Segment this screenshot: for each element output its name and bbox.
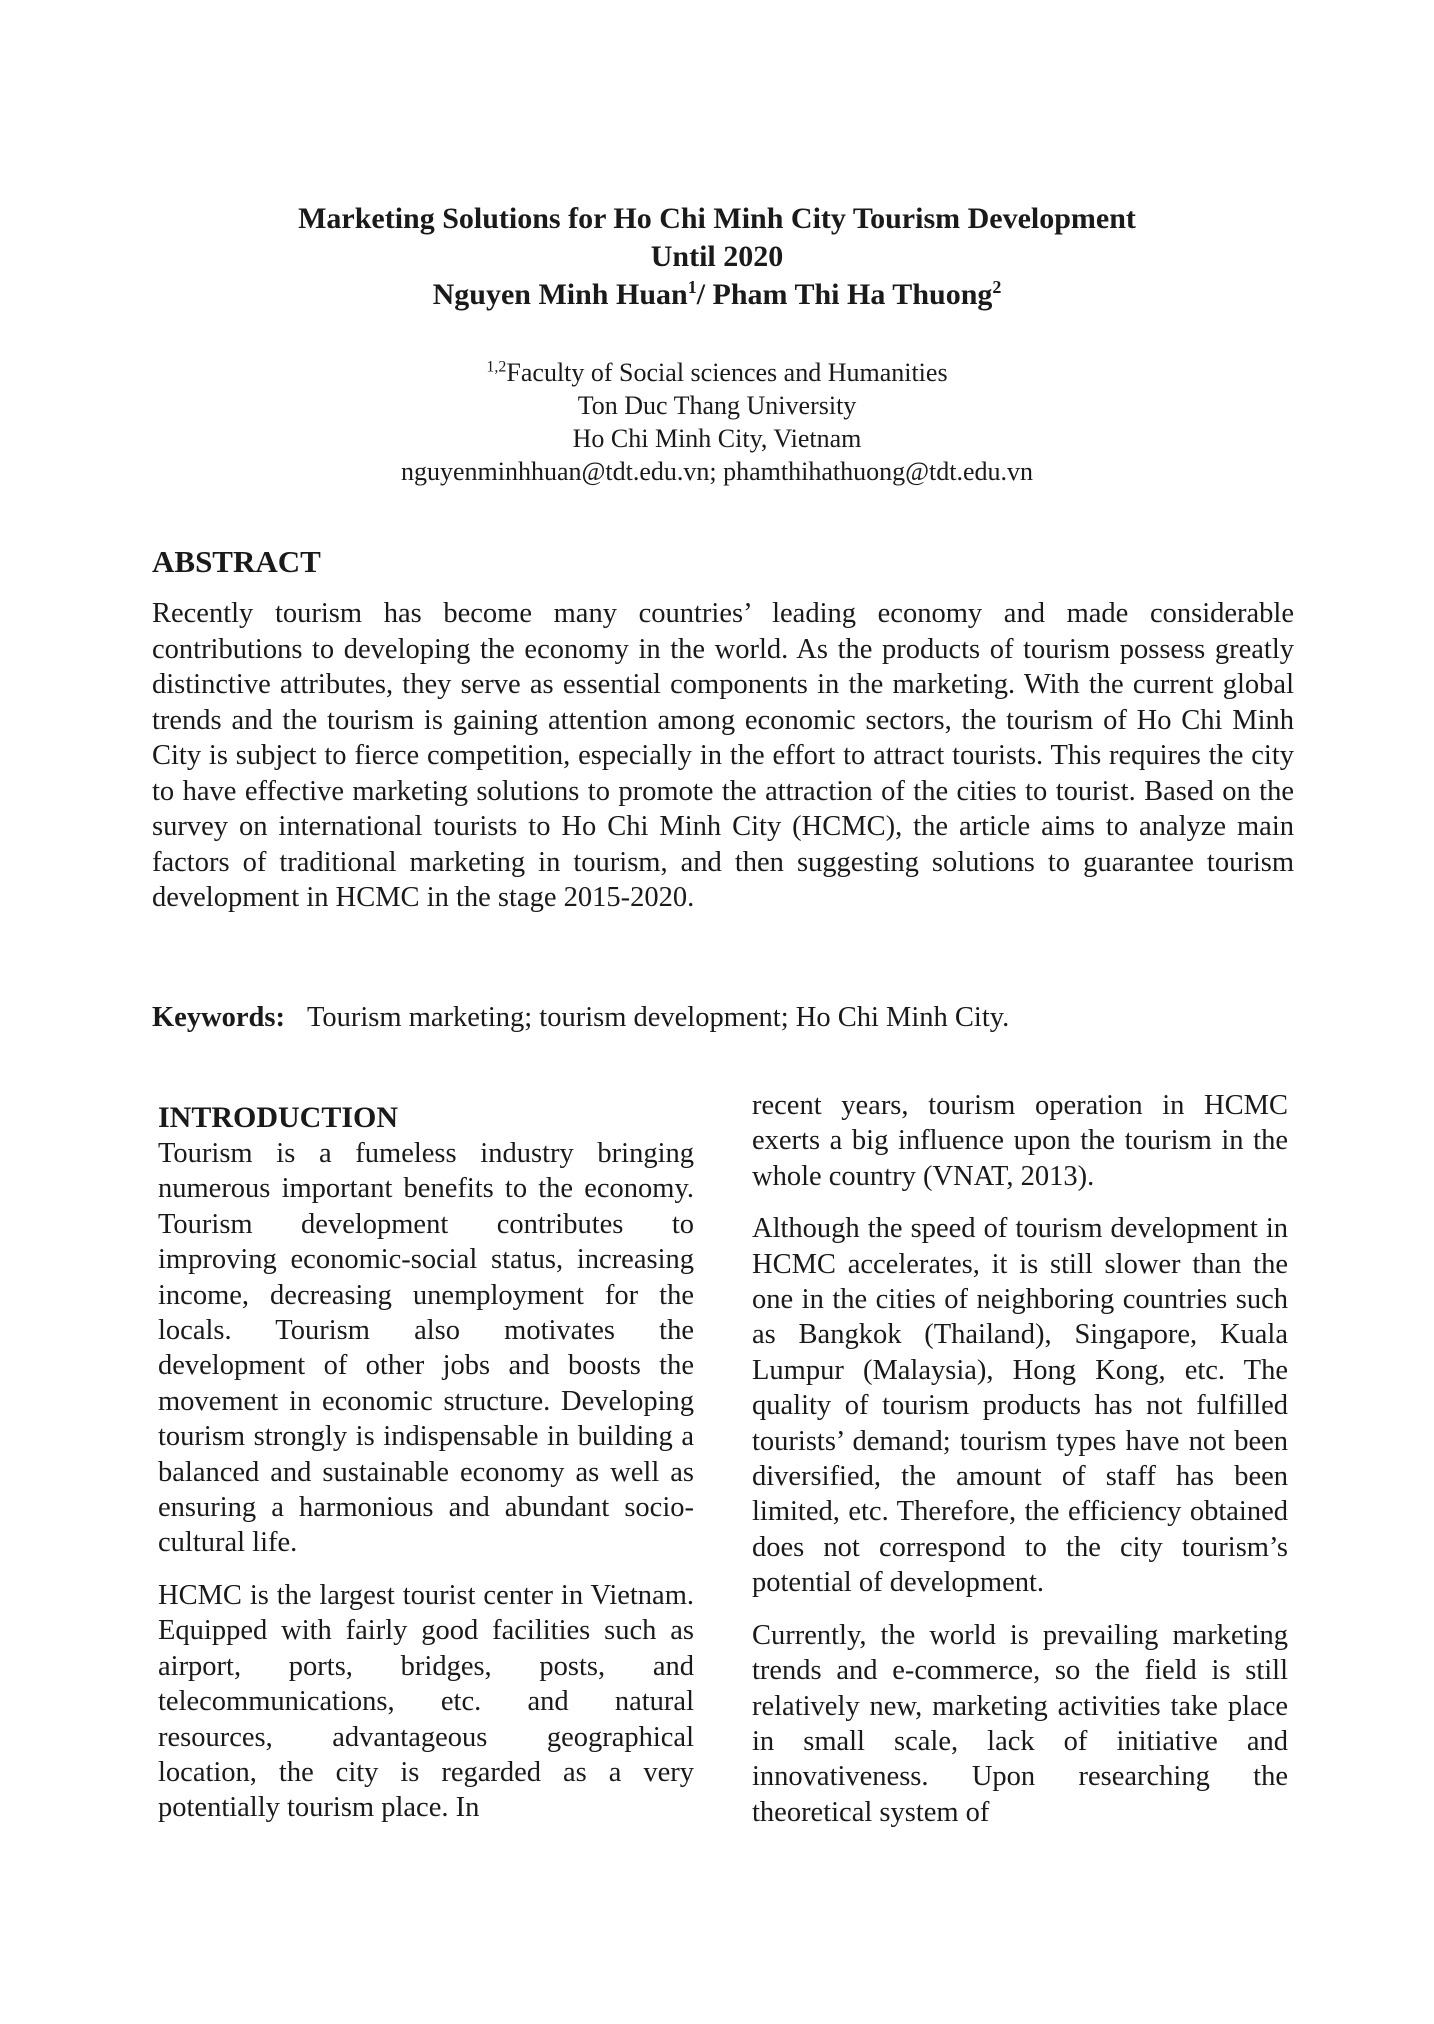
intro-left-paragraph-2: HCMC is the largest tourist center in Vietnam. Equipped with fairly good facilities such as airport, ports, bridges, posts, and telecommunications, etc. and natural resources, advantageous geographical location, the city is regarded as a very potentially tourism place. In [158, 1579, 694, 1824]
author-line [150, 276, 1284, 314]
affiliation-emails: nguyenminhhuan@tdt.edu.vn; phamthihathuong@tdt.edu.vn [400, 457, 1034, 486]
intro-right-paragraph-2: Although the speed of tourism development in HCMC accelerates, it is still slower than the one in the cities of neighboring countries such as Bangkok (Thailand), Singapore, Kuala Lumpur (Malaysia), Hong Kong, etc. The quality of tourism products has not fulfilled tourists’ demand; tourism types have not been diversified, the amount of staff has been limited, etc. Therefore, the efficiency obtained does not correspond to the city tourism’s potential of development. [752, 1213, 1288, 1599]
affiliation-sup: 1,2 [486, 358, 507, 376]
keywords-line [152, 1000, 1009, 1036]
intro-left-paragraph-1: Tourism is a fumeless industry bringing numerous important benefits to the economy. Tourism development contributes to improving economic-social status, increasing income, decreasing unemployment for the locals. Tourism also motivates the development of other jobs and boosts the movement in economic structure. Developing tourism strongly is indispensable in building a balanced and sustainable economy as well as ensuring a harmonious and abundant socio-cultural life. [158, 1138, 694, 1559]
paper-title-line-1: Marketing Solutions for Ho Chi Minh City Tourism Development [298, 202, 1136, 235]
abstract-heading: ABSTRACT [152, 544, 321, 579]
author-separator: / [696, 278, 713, 311]
paper-title-line-2: Until 2020 [650, 240, 784, 273]
right-column [752, 1088, 1288, 1847]
keywords-text: Tourism marketing; tourism development; Ho Chi Minh City. [306, 1002, 1010, 1033]
author-1: Nguyen Minh Huan [432, 278, 688, 311]
author-2: Pham Thi Ha Thuong [712, 278, 993, 311]
abstract-text: Recently tourism has become many countries’ leading economy and made considerable contributions to developing the economy in the world. As the products of tourism possess greatly distinctive attributes, they serve as essential components in the marketing. With the current global trends and the tourism is gaining attention among economic sectors, the tourism of Ho Chi Minh City is subject to fierce competition, especially in the effort to attract tourists. This requires the city to have effective marketing solutions to promote the attraction of the cities to tourist. Based on the survey on international tourists to Ho Chi Minh City (HCMC), the article aims to analyze main factors of traditional marketing in tourism, and then suggesting solutions to guarantee tourism development in HCMC in the stage 2015-2020. [152, 598, 1294, 913]
affiliation-faculty-line [250, 356, 1184, 389]
affiliation-block [250, 356, 1184, 488]
author-1-sup: 1 [687, 277, 697, 297]
introduction-heading: INTRODUCTION [158, 1101, 399, 1134]
keywords-label: Keywords: [152, 1002, 285, 1033]
intro-right-paragraph-3: Currently, the world is prevailing marketing trends and e-commerce, so the field is still relatively new, marketing activities take place in small scale, lack of initiative and innovativeness. Upon researching the theoretical system of [752, 1619, 1288, 1828]
affiliation-faculty: Faculty of Social sciences and Humanities [506, 358, 948, 387]
intro-right-paragraph-1: recent years, tourism operation in HCMC exerts a big influence upon the tourism in the whole country (VNAT, 2013). [752, 1090, 1288, 1192]
left-column [158, 1100, 694, 1843]
affiliation-city: Ho Chi Minh City, Vietnam [572, 424, 862, 453]
affiliation-university: Ton Duc Thang University [577, 391, 857, 420]
paper-title-block [150, 200, 1284, 314]
author-2-sup: 2 [992, 277, 1002, 297]
